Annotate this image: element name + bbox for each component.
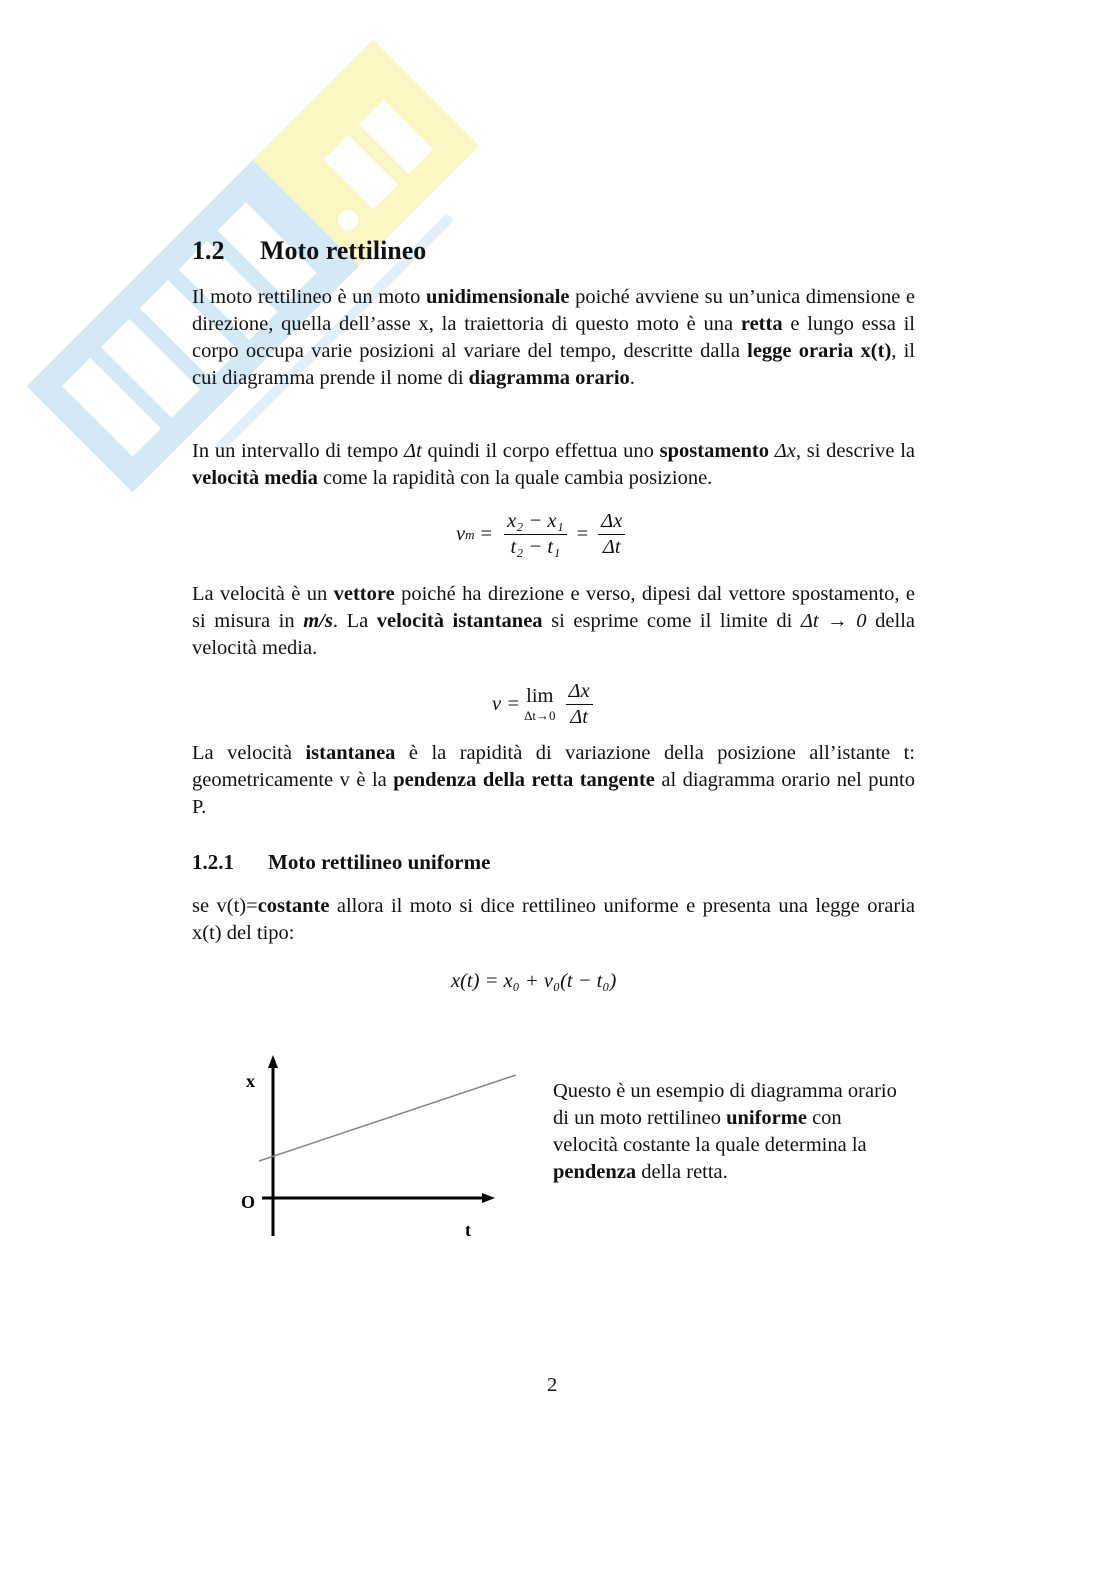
position-time-diagram: [0, 1040, 560, 1250]
text-run: si esprime come il limite di: [542, 610, 801, 632]
text-run: con velocità costante la quale determina la: [553, 1107, 867, 1156]
y-axis-label: x: [246, 1071, 255, 1091]
text-run: al diagramma orario nel punto P.: [192, 769, 915, 818]
subsection-heading: [192, 850, 490, 875]
text-run: della velocità media.: [192, 610, 916, 659]
text-run: In un intervallo di tempo: [192, 440, 405, 462]
text-run: Δt: [404, 440, 422, 462]
section-title: Moto rettilineo: [260, 236, 427, 265]
x-axis-label: t: [465, 1220, 471, 1240]
text-run: v =: [492, 693, 521, 715]
paragraph-velocity-vector: [192, 581, 915, 662]
text-run: La velocità è un: [192, 583, 334, 605]
text-run: costante: [257, 895, 330, 917]
text-run: x₂ − x₁: [504, 510, 567, 535]
text-run: spostamento: [659, 440, 769, 462]
subsection-number: 1.2.1: [192, 850, 234, 874]
text-run: retta: [740, 313, 783, 335]
text-run: .: [629, 367, 635, 389]
text-run: legge oraria x(t): [747, 340, 892, 362]
equation-average-velocity: [456, 510, 631, 559]
figure-caption: [553, 1078, 903, 1186]
text-run: Δt→0: [524, 708, 556, 723]
text-run: Il moto rettilineo è un moto: [192, 286, 426, 308]
text-run: t₂ − t₁: [510, 536, 561, 558]
text-run: , il cui diagramma prende il nome di: [192, 340, 915, 389]
text-run: unidimensionale: [425, 286, 570, 308]
text-run: se v(t)=: [192, 895, 258, 917]
origin-label: O: [241, 1192, 256, 1212]
y-axis-arrow-icon: [268, 1055, 278, 1068]
text-run: quindi il corpo effettua uno: [421, 440, 660, 462]
page-number: 2: [547, 1374, 558, 1396]
text-run: lim: [526, 685, 554, 707]
text-run: diagramma orario: [468, 367, 630, 389]
text-run: , si descrive la: [795, 440, 916, 462]
text-run: La velocità: [192, 742, 306, 764]
text-run: istantanea: [305, 742, 396, 764]
text-run: allora il moto si dice rettilineo uniforme e presenta una legge oraria x(t) del tipo:: [192, 895, 915, 944]
equation-law-of-motion: x(t) = x₀ + v₀(t − t₀): [451, 970, 617, 992]
text-run: della retta.: [636, 1161, 728, 1183]
text-run: poiché avviene su un’unica dimensione e direzione, quella dell’asse x, la traiettoria di questo moto è una: [192, 286, 915, 335]
paragraph-average-velocity: [192, 438, 915, 492]
text-run: uniforme: [726, 1107, 807, 1129]
text-run: Δt → 0: [800, 610, 867, 632]
text-run: Δx: [598, 510, 625, 535]
subsection-title: Moto rettilineo uniforme: [268, 850, 491, 874]
text-run: e lungo essa il corpo occupa varie posizioni al variare del tempo, descritte dalla: [192, 313, 916, 362]
x-axis-arrow-icon: [482, 1193, 495, 1203]
text-run: Δt: [570, 706, 588, 728]
text-run: Δx: [566, 680, 593, 705]
text-run: =: [480, 523, 493, 545]
text-run: Δx: [774, 440, 796, 462]
text-run: . La: [332, 610, 377, 632]
text-run: velocità istantanea: [376, 610, 543, 632]
text-run: v: [456, 523, 466, 545]
equation-instant-velocity: [492, 680, 599, 729]
text-run: m/s: [303, 610, 333, 632]
text-run: pendenza: [553, 1161, 637, 1183]
text-run: m: [465, 526, 475, 542]
paragraph-uniform-motion: [192, 893, 915, 947]
section-number: 1.2: [192, 236, 225, 265]
text-run: velocità media: [192, 467, 318, 489]
paragraph-intro: [192, 284, 915, 392]
uniform-motion-line: [259, 1075, 516, 1161]
paragraph-instant-velocity: [192, 740, 915, 821]
text-run: Δt: [602, 536, 621, 558]
text-run: =: [576, 523, 589, 545]
text-run: poiché ha direzione e verso, dipesi dal vettore spostamento, e si misura in: [192, 583, 915, 632]
text-run: pendenza della retta tangente: [393, 769, 655, 791]
section-heading: [192, 236, 426, 266]
text-run: è la rapidità di variazione della posizione all’istante t: geometricamente v è la: [192, 742, 915, 791]
text-run: Questo è un esempio di diagramma orario di un moto rettilineo: [553, 1080, 897, 1129]
text-run: vettore: [333, 583, 395, 605]
text-run: come la rapidità con la quale cambia posizione.: [317, 467, 713, 489]
